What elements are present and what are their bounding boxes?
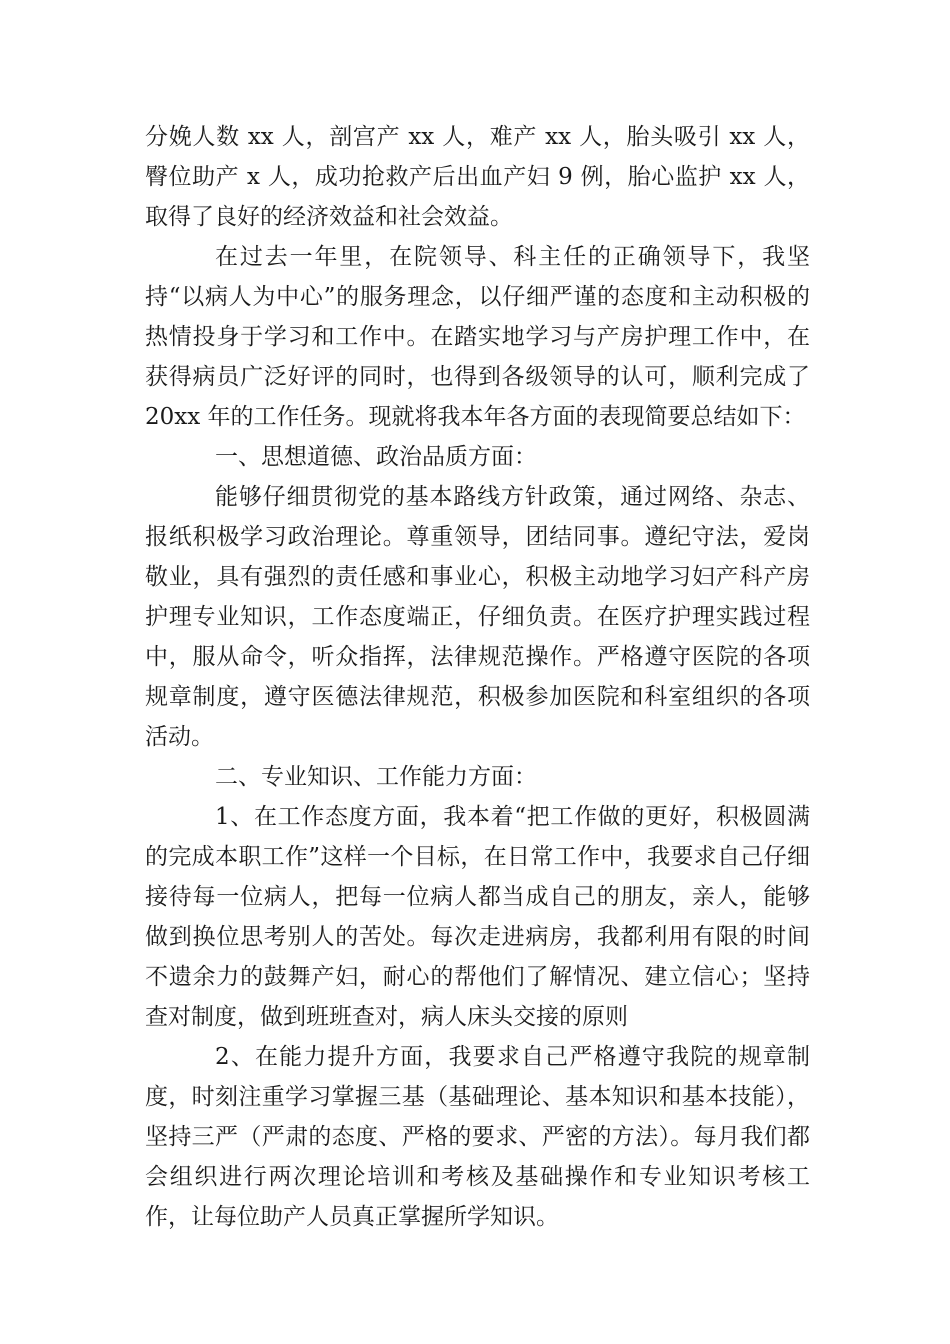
paragraph-ability: 2、在能力提升方面，我要求自己严格遵守我院的规章制度，时刻注重学习掌握三基（基础理论、基本知识和基本技能），坚持三严（严肃的态度、严格的要求、严密的方法）。每月我们都会组织进行两次理论培训和考核及基础操作和专业知识考核工作，让每位助产人员真正掌握所学知识。: [145, 1044, 810, 1230]
paragraph-work-attitude: 1、在工作态度方面，我本着“把工作做的更好，积极圆满的完成本职工作”这样一个目标，在日常工作中，我要求自己仔细接待每一位病人，把每一位病人都当成自己的朋友，亲人，能够做到换位思考别人的苦处。每次走进病房，我都利用有限的时间不遗余力的鼓舞产妇，耐心的帮他们了解情况、建立信心；坚持查对制度，做到班班查对，病人床头交接的原则: [145, 804, 810, 1030]
paragraph-intro: 在过去一年里，在院领导、科主任的正确领导下，我坚持“以病人为中心”的服务理念，以仔细严谨的态度和主动积极的热情投身于学习和工作中。在踏实地学习与产房护理工作中，在获得病员广泛好评的同时，也得到各级领导的认可，顺利完成了 20xx 年的工作任务。现就将我本年各方面的表现简要总结如下：: [145, 244, 810, 430]
paragraph-ideology: 能够仔细贯彻党的基本路线方针政策，通过网络、杂志、报纸积极学习政治理论。尊重领导，团结同事。遵纪守法，爱岗敬业，具有强烈的责任感和事业心，积极主动地学习妇产科产房护理专业知识，工作态度端正，仔细负责。在医疗护理实践过程中，服从命令，听众指挥，法律规范操作。严格遵守医院的各项规章制度，遵守医德法律规范，积极参加医院和科室组织的各项活动。: [145, 484, 810, 750]
section-heading-ideology: 一、思想道德、政治品质方面：: [215, 444, 537, 470]
document-body: [145, 117, 810, 1237]
section-heading-professional: 二、专业知识、工作能力方面：: [215, 764, 537, 790]
paragraph-continuation: 分娩人数 xx 人，剖宫产 xx 人，难产 xx 人，胎头吸引 xx 人，臀位助产 x 人，成功抢救产后出血产妇 9 例，胎心监护 xx 人，取得了良好的经济效益和社会效益。: [145, 124, 810, 230]
